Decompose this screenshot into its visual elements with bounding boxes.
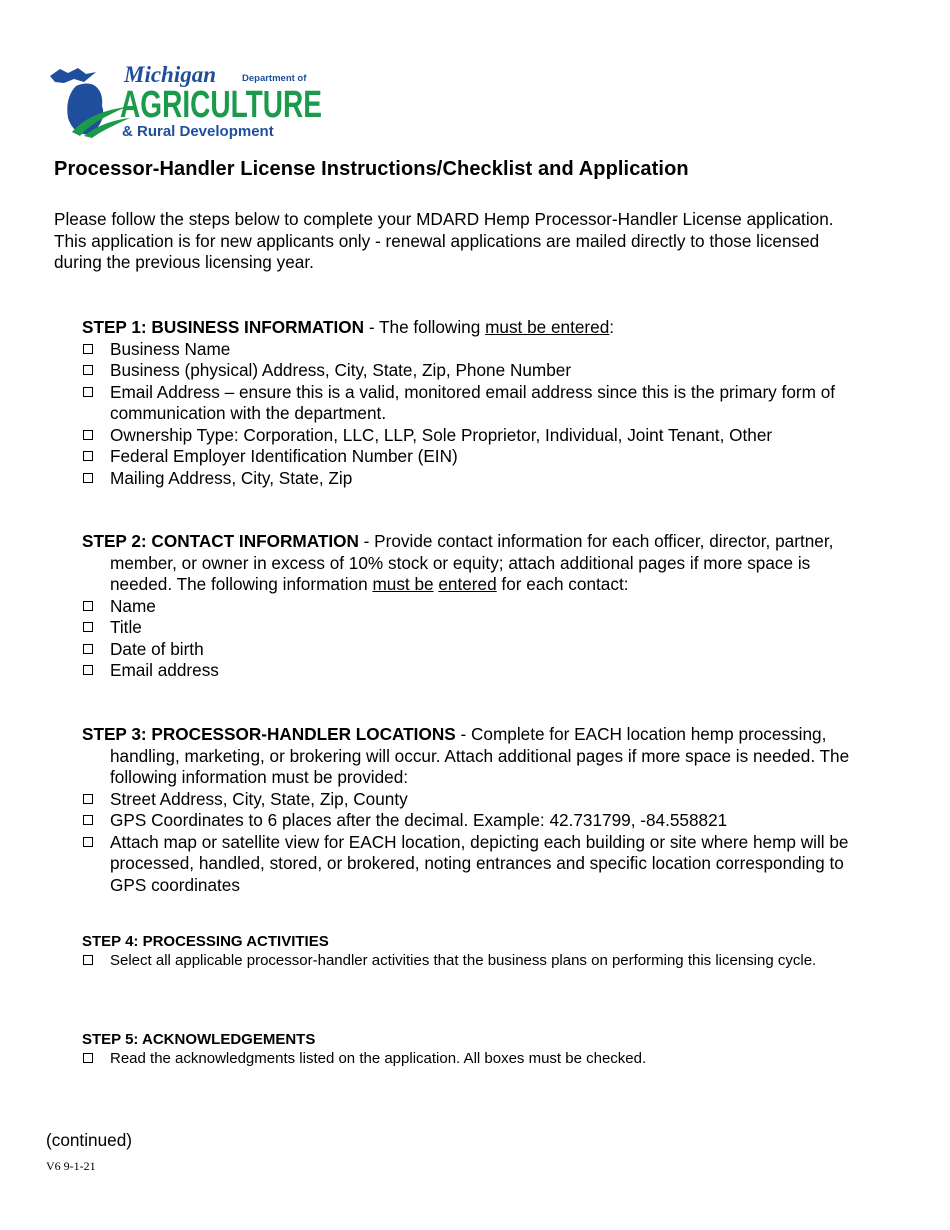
checkbox-icon[interactable] <box>83 430 93 440</box>
checklist-item: Email address <box>82 660 872 682</box>
checklist-item: Business Name <box>82 339 872 361</box>
checkbox-icon[interactable] <box>83 794 93 804</box>
checklist-item: Select all applicable processor-handler activities that the business plans on performing this licensing cycle. <box>82 951 872 970</box>
checklist-item: Date of birth <box>82 639 872 661</box>
checkbox-icon[interactable] <box>83 665 93 675</box>
svg-text:Department of: Department of <box>242 73 307 84</box>
checklist-item: GPS Coordinates to 6 places after the decimal. Example: 42.731799, -84.558821 <box>82 810 872 832</box>
checklist-item: Read the acknowledgments listed on the application. All boxes must be checked. <box>82 1049 872 1068</box>
checkbox-icon[interactable] <box>83 1053 93 1063</box>
step-1-heading: STEP 1: BUSINESS INFORMATION - The following must be entered: <box>82 317 615 337</box>
checkbox-icon[interactable] <box>83 815 93 825</box>
svg-text:Michigan: Michigan <box>124 62 217 87</box>
continued-note: (continued) <box>46 1130 132 1150</box>
step-3-section <box>82 724 872 896</box>
step-3-heading: STEP 3: PROCESSOR-HANDLER LOCATIONS - Complete for EACH location hemp processing, handling, marketing, or brokering will occur. Attach additional pages if more space is needed. The following information must be provided: <box>82 724 850 787</box>
checkbox-icon[interactable] <box>83 387 93 397</box>
checkbox-icon[interactable] <box>83 365 93 375</box>
step-4-section <box>82 932 872 970</box>
step-1-section <box>82 317 872 489</box>
checkbox-icon[interactable] <box>83 473 93 483</box>
intro-paragraph: Please follow the steps below to complete your MDARD Hemp Processor-Handler License application. This application is for new applicants only - renewal applications are mailed directly to those licensed during the previous licensing year. <box>54 209 834 273</box>
step-5-section <box>82 1030 872 1068</box>
checklist-item: Title <box>82 617 872 639</box>
svg-text:AGRICULTURE: AGRICULTURE <box>120 84 322 126</box>
checkbox-icon[interactable] <box>83 837 93 847</box>
checkbox-icon[interactable] <box>83 451 93 461</box>
step-2-heading: STEP 2: CONTACT INFORMATION - Provide contact information for each officer, director, partner, member, or owner in excess of 10% stock or equity; attach additional pages if more space is needed. The following information must be entered for each contact: <box>82 531 834 594</box>
step-4-heading: STEP 4: PROCESSING ACTIVITIES <box>82 933 329 950</box>
checkbox-icon[interactable] <box>83 601 93 611</box>
checklist-item: Email Address – ensure this is a valid, monitored email address since this is the primary form of communication with the department. <box>82 382 872 425</box>
mdard-logo <box>46 60 326 140</box>
checklist-item: Name <box>82 596 872 618</box>
checkbox-icon[interactable] <box>83 622 93 632</box>
checkbox-icon[interactable] <box>83 644 93 654</box>
svg-text:& Rural Development: & Rural Development <box>122 123 274 140</box>
version-label: V6 9-1-21 <box>46 1159 96 1173</box>
checklist-item: Business (physical) Address, City, State, Zip, Phone Number <box>82 360 872 382</box>
checkbox-icon[interactable] <box>83 344 93 354</box>
step-5-heading: STEP 5: ACKNOWLEDGEMENTS <box>82 1031 316 1048</box>
checklist-item: Ownership Type: Corporation, LLC, LLP, Sole Proprietor, Individual, Joint Tenant, Other <box>82 425 872 447</box>
step-2-section <box>82 531 872 682</box>
checklist-item: Attach map or satellite view for EACH location, depicting each building or site where hemp will be processed, handled, stored, or brokered, noting entrances and specific location corresponding to GPS coordinates <box>82 832 872 897</box>
checklist-item: Street Address, City, State, Zip, County <box>82 789 872 811</box>
page-title: Processor-Handler License Instructions/Checklist and Application <box>54 158 689 180</box>
checkbox-icon[interactable] <box>83 955 93 965</box>
checklist-item: Mailing Address, City, State, Zip <box>82 468 872 490</box>
checklist-item: Federal Employer Identification Number (EIN) <box>82 446 872 468</box>
